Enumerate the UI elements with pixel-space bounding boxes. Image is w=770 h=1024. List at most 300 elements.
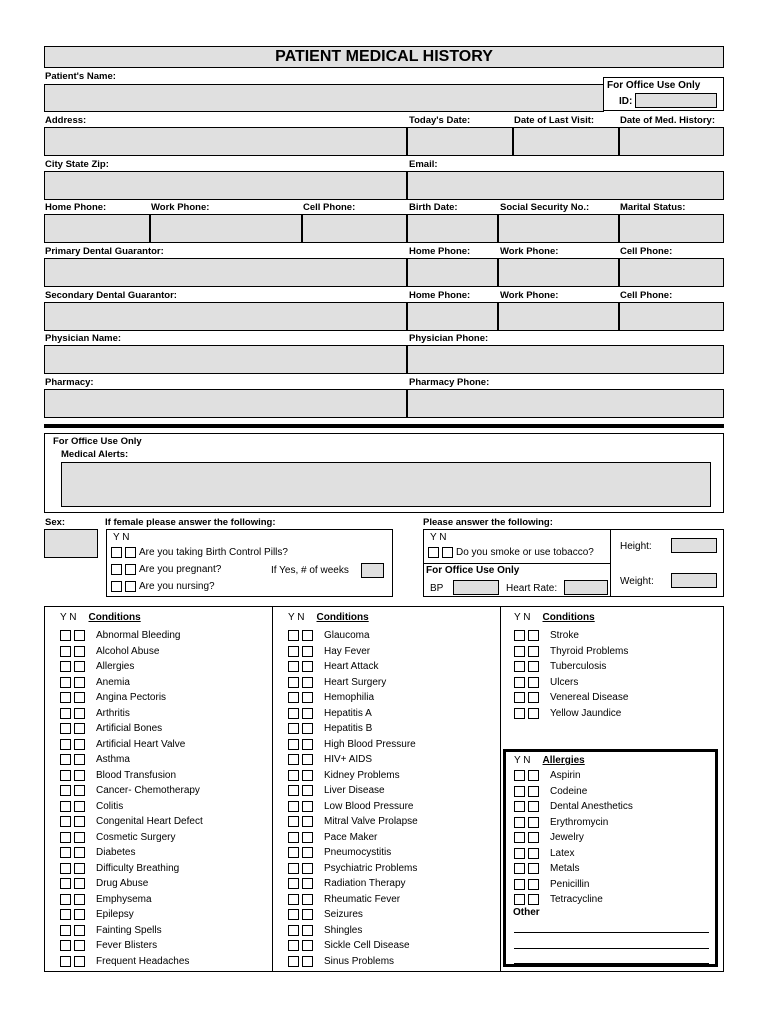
condition-no-checkbox[interactable] — [302, 801, 313, 812]
condition-row — [60, 690, 166, 706]
allergy-no-checkbox[interactable] — [528, 801, 539, 812]
condition-no-checkbox[interactable] — [302, 925, 313, 936]
condition-row — [60, 783, 200, 799]
allergy-row — [514, 768, 581, 784]
todays-date-field[interactable] — [407, 127, 513, 156]
cell-phone-field[interactable] — [302, 214, 407, 243]
condition-yes-checkbox[interactable] — [288, 801, 299, 812]
condition-name: Alcohol Abuse — [96, 645, 160, 657]
bp-field[interactable] — [453, 580, 499, 595]
primary-work-phone-field[interactable] — [498, 258, 619, 287]
condition-row — [288, 892, 400, 908]
condition-no-checkbox[interactable] — [74, 863, 85, 874]
email-field[interactable] — [407, 171, 724, 200]
allergy-row — [514, 815, 608, 831]
allergy-yes-checkbox[interactable] — [514, 863, 525, 874]
condition-name: Hepatitis B — [324, 723, 373, 735]
condition-yes-checkbox[interactable] — [288, 708, 299, 719]
condition-name: Glaucoma — [324, 630, 370, 642]
condition-no-checkbox[interactable] — [528, 646, 539, 657]
condition-name: Sickle Cell Disease — [324, 940, 410, 952]
pharmacy-phone-field[interactable] — [407, 389, 724, 418]
condition-yes-checkbox[interactable] — [514, 677, 525, 688]
primary-cell-phone-field[interactable] — [619, 258, 724, 287]
condition-name: Arthritis — [96, 707, 130, 719]
primary-guarantor-label: Primary Dental Guarantor: — [45, 246, 164, 257]
allergy-name: Aspirin — [550, 770, 581, 782]
condition-row — [288, 861, 417, 877]
allergies-title: Allergies — [542, 755, 585, 766]
condition-row — [60, 721, 162, 737]
allergy-row — [514, 861, 579, 877]
condition-yes-checkbox[interactable] — [288, 661, 299, 672]
allergy-name: Metals — [550, 863, 580, 875]
allergy-no-checkbox[interactable] — [528, 786, 539, 797]
condition-name: Blood Transfusion — [96, 769, 177, 781]
smoke-row — [428, 547, 594, 558]
condition-no-checkbox[interactable] — [74, 708, 85, 719]
conditions-title: Conditions — [88, 612, 141, 623]
secondary-cell-phone-field[interactable] — [619, 302, 724, 331]
condition-row — [288, 876, 406, 892]
condition-yes-checkbox[interactable] — [288, 894, 299, 905]
secondary-home-phone-label: Home Phone: — [409, 290, 471, 301]
condition-yes-checkbox[interactable] — [288, 723, 299, 734]
condition-yes-checkbox[interactable] — [288, 863, 299, 874]
smoke-question: Do you smoke or use tobacco? — [456, 547, 594, 558]
allergy-yes-checkbox[interactable] — [514, 894, 525, 905]
condition-yes-checkbox[interactable] — [288, 878, 299, 889]
condition-yes-checkbox[interactable] — [514, 692, 525, 703]
condition-no-checkbox[interactable] — [74, 801, 85, 812]
condition-row — [60, 768, 176, 784]
condition-row — [60, 861, 179, 877]
marital-status-field[interactable] — [619, 214, 724, 243]
primary-work-phone-label: Work Phone: — [500, 246, 559, 257]
allergy-row — [514, 799, 633, 815]
physician-name-field[interactable] — [44, 345, 407, 374]
condition-no-checkbox[interactable] — [74, 940, 85, 951]
condition-no-checkbox[interactable] — [302, 847, 313, 858]
condition-name: Abnormal Bleeding — [96, 630, 181, 642]
work-phone-label: Work Phone: — [151, 202, 210, 213]
allergy-name: Penicillin — [550, 878, 590, 890]
condition-yes-checkbox[interactable] — [288, 646, 299, 657]
pregnant-row — [111, 564, 221, 575]
allergy-row — [514, 846, 574, 862]
condition-yes-checkbox[interactable] — [288, 630, 299, 641]
condition-no-checkbox[interactable] — [302, 956, 313, 967]
condition-no-checkbox[interactable] — [302, 878, 313, 889]
condition-yes-checkbox[interactable] — [60, 630, 71, 641]
nursing-yes-checkbox[interactable] — [111, 581, 122, 592]
condition-name: Mitral Valve Prolapse — [324, 816, 418, 828]
condition-name: Emphysema — [96, 893, 152, 905]
address-field[interactable] — [44, 127, 407, 156]
condition-name: Sinus Problems — [324, 955, 395, 967]
condition-no-checkbox[interactable] — [302, 909, 313, 920]
condition-name: Heart Attack — [324, 661, 379, 673]
secondary-cell-phone-label: Cell Phone: — [620, 290, 673, 301]
birth-control-question: Are you taking Birth Control Pills? — [139, 547, 288, 558]
condition-row — [288, 938, 410, 954]
condition-row — [60, 737, 185, 753]
condition-no-checkbox[interactable] — [74, 832, 85, 843]
condition-no-checkbox[interactable] — [74, 739, 85, 750]
condition-no-checkbox[interactable] — [74, 847, 85, 858]
condition-row — [288, 923, 362, 939]
condition-no-checkbox[interactable] — [302, 661, 313, 672]
section-divider — [44, 424, 724, 428]
condition-row — [60, 644, 159, 660]
office-use-box — [603, 77, 724, 111]
condition-yes-checkbox[interactable] — [288, 770, 299, 781]
condition-yes-checkbox[interactable] — [60, 909, 71, 920]
yn-header: Y N — [288, 612, 305, 623]
condition-no-checkbox[interactable] — [302, 708, 313, 719]
primary-cell-phone-label: Cell Phone: — [620, 246, 673, 257]
medical-alerts-label: Medical Alerts: — [61, 449, 129, 460]
primary-home-phone-label: Home Phone: — [409, 246, 471, 257]
birth-control-yes-checkbox[interactable] — [111, 547, 122, 558]
home-phone-field[interactable] — [44, 214, 150, 243]
condition-no-checkbox[interactable] — [302, 646, 313, 657]
condition-yes-checkbox[interactable] — [514, 708, 525, 719]
other-allergy-line-3[interactable] — [514, 963, 709, 964]
condition-yes-checkbox[interactable] — [60, 847, 71, 858]
condition-no-checkbox[interactable] — [74, 909, 85, 920]
condition-yes-checkbox[interactable] — [288, 739, 299, 750]
condition-yes-checkbox[interactable] — [60, 878, 71, 889]
weeks-field[interactable] — [361, 563, 384, 578]
allergy-row — [514, 892, 603, 908]
condition-row — [60, 659, 134, 675]
condition-yes-checkbox[interactable] — [60, 940, 71, 951]
condition-row — [60, 876, 148, 892]
allergy-name: Tetracycline — [550, 894, 603, 906]
weeks-label: If Yes, # of weeks — [271, 565, 349, 576]
primary-home-phone-field[interactable] — [407, 258, 498, 287]
condition-row — [288, 907, 363, 923]
other-allergy-line-1[interactable] — [514, 932, 709, 933]
condition-row — [60, 752, 130, 768]
condition-no-checkbox[interactable] — [302, 785, 313, 796]
allergy-yes-checkbox[interactable] — [514, 801, 525, 812]
condition-no-checkbox[interactable] — [528, 692, 539, 703]
weight-field[interactable] — [671, 573, 717, 588]
condition-no-checkbox[interactable] — [74, 723, 85, 734]
condition-yes-checkbox[interactable] — [288, 692, 299, 703]
birth-date-field[interactable] — [407, 214, 498, 243]
city-state-zip-label: City State Zip: — [45, 159, 109, 170]
allergy-yes-checkbox[interactable] — [514, 832, 525, 843]
condition-no-checkbox[interactable] — [302, 940, 313, 951]
allergy-no-checkbox[interactable] — [528, 817, 539, 828]
condition-name: HIV+ AIDS — [324, 754, 373, 766]
pregnant-no-checkbox[interactable] — [125, 564, 136, 575]
patient-name-field[interactable] — [44, 84, 604, 112]
allergy-no-checkbox[interactable] — [528, 894, 539, 905]
condition-row — [288, 845, 391, 861]
condition-row — [288, 768, 400, 784]
condition-row — [288, 737, 416, 753]
condition-row — [60, 892, 152, 908]
allergy-yn-header: Y N — [514, 755, 531, 766]
condition-yes-checkbox[interactable] — [288, 816, 299, 827]
condition-row — [60, 830, 175, 846]
allergy-yes-checkbox[interactable] — [514, 879, 525, 890]
condition-row — [60, 799, 123, 815]
allergy-no-checkbox[interactable] — [528, 832, 539, 843]
condition-yes-checkbox[interactable] — [514, 630, 525, 641]
conditions-title: Conditions — [316, 612, 369, 623]
allergy-yes-checkbox[interactable] — [514, 817, 525, 828]
condition-yes-checkbox[interactable] — [60, 646, 71, 657]
condition-name: Asthma — [96, 754, 130, 766]
condition-name: Low Blood Pressure — [324, 800, 414, 812]
condition-no-checkbox[interactable] — [302, 894, 313, 905]
condition-name: Seizures — [324, 909, 363, 921]
condition-no-checkbox[interactable] — [74, 956, 85, 967]
secondary-work-phone-field[interactable] — [498, 302, 619, 331]
condition-yes-checkbox[interactable] — [60, 692, 71, 703]
pharmacy-field[interactable] — [44, 389, 407, 418]
condition-no-checkbox[interactable] — [74, 785, 85, 796]
condition-row — [288, 659, 378, 675]
condition-row — [514, 690, 628, 706]
condition-name: Stroke — [550, 630, 579, 642]
allergy-name: Dental Anesthetics — [550, 801, 633, 813]
condition-no-checkbox[interactable] — [74, 878, 85, 889]
sex-label: Sex: — [45, 517, 66, 528]
secondary-home-phone-field[interactable] — [407, 302, 498, 331]
condition-no-checkbox[interactable] — [302, 770, 313, 781]
condition-no-checkbox[interactable] — [302, 863, 313, 874]
yn-header: Y N — [60, 612, 77, 623]
condition-yes-checkbox[interactable] — [60, 863, 71, 874]
condition-yes-checkbox[interactable] — [60, 723, 71, 734]
condition-no-checkbox[interactable] — [74, 661, 85, 672]
conditions-header-2 — [288, 612, 369, 623]
condition-row — [514, 675, 578, 691]
condition-no-checkbox[interactable] — [74, 630, 85, 641]
office-use-mid-label: For Office Use Only — [53, 436, 142, 447]
allergy-no-checkbox[interactable] — [528, 770, 539, 781]
yn-header: Y N — [514, 612, 531, 623]
condition-row — [60, 628, 181, 644]
secondary-guarantor-field[interactable] — [44, 302, 407, 331]
allergy-name: Latex — [550, 847, 575, 859]
condition-yes-checkbox[interactable] — [60, 708, 71, 719]
condition-row — [288, 830, 377, 846]
condition-yes-checkbox[interactable] — [60, 925, 71, 936]
last-visit-label: Date of Last Visit: — [514, 115, 595, 126]
condition-name: Heart Surgery — [324, 676, 387, 688]
other-allergy-line-2[interactable] — [514, 948, 709, 949]
condition-row — [288, 628, 370, 644]
condition-no-checkbox[interactable] — [74, 646, 85, 657]
condition-name: Drug Abuse — [96, 878, 149, 890]
primary-guarantor-field[interactable] — [44, 258, 407, 287]
condition-yes-checkbox[interactable] — [288, 956, 299, 967]
condition-no-checkbox[interactable] — [302, 630, 313, 641]
allergy-name: Codeine — [550, 785, 588, 797]
work-phone-field[interactable] — [150, 214, 302, 243]
condition-no-checkbox[interactable] — [302, 723, 313, 734]
marital-status-label: Marital Status: — [620, 202, 686, 213]
weight-label: Weight: — [620, 576, 654, 587]
last-visit-field[interactable] — [513, 127, 619, 156]
secondary-guarantor-label: Secondary Dental Guarantor: — [45, 290, 177, 301]
condition-name: Tuberculosis — [550, 661, 607, 673]
allergy-no-checkbox[interactable] — [528, 848, 539, 859]
condition-no-checkbox[interactable] — [302, 739, 313, 750]
condition-row — [514, 706, 621, 722]
condition-yes-checkbox[interactable] — [60, 770, 71, 781]
allergies-header — [514, 755, 585, 766]
condition-yes-checkbox[interactable] — [288, 940, 299, 951]
condition-no-checkbox[interactable] — [528, 677, 539, 688]
physician-phone-field[interactable] — [407, 345, 724, 374]
condition-no-checkbox[interactable] — [74, 692, 85, 703]
birth-date-label: Birth Date: — [409, 202, 458, 213]
sex-field[interactable] — [44, 529, 98, 558]
pregnant-yes-checkbox[interactable] — [111, 564, 122, 575]
condition-no-checkbox[interactable] — [302, 692, 313, 703]
condition-name: Hepatitis A — [324, 707, 372, 719]
condition-yes-checkbox[interactable] — [288, 832, 299, 843]
condition-no-checkbox[interactable] — [528, 630, 539, 641]
bp-label: BP — [430, 583, 444, 594]
allergy-no-checkbox[interactable] — [528, 863, 539, 874]
office-id-field[interactable] — [635, 93, 717, 108]
allergy-row — [514, 784, 587, 800]
condition-yes-checkbox[interactable] — [60, 832, 71, 843]
condition-name: Anemia — [96, 676, 130, 688]
condition-name: Radiation Therapy — [324, 878, 406, 890]
condition-yes-checkbox[interactable] — [514, 661, 525, 672]
conditions-header-3 — [514, 612, 595, 623]
condition-no-checkbox[interactable] — [74, 754, 85, 765]
female-questions-box — [106, 529, 393, 597]
condition-name: Fainting Spells — [96, 924, 162, 936]
condition-yes-checkbox[interactable] — [60, 816, 71, 827]
condition-yes-checkbox[interactable] — [60, 661, 71, 672]
office-use-vitals-label: For Office Use Only — [426, 565, 520, 576]
office-use-label: For Office Use Only — [607, 80, 701, 91]
condition-yes-checkbox[interactable] — [288, 754, 299, 765]
height-field[interactable] — [671, 538, 717, 553]
condition-yes-checkbox[interactable] — [60, 956, 71, 967]
condition-name: Cancer- Chemotherapy — [96, 785, 200, 797]
condition-no-checkbox[interactable] — [302, 677, 313, 688]
secondary-work-phone-label: Work Phone: — [500, 290, 559, 301]
condition-name: Shingles — [324, 924, 363, 936]
birth-control-no-checkbox[interactable] — [125, 547, 136, 558]
condition-no-checkbox[interactable] — [74, 677, 85, 688]
condition-row — [60, 907, 134, 923]
condition-yes-checkbox[interactable] — [288, 847, 299, 858]
condition-row — [288, 675, 386, 691]
nursing-no-checkbox[interactable] — [125, 581, 136, 592]
allergy-yes-checkbox[interactable] — [514, 848, 525, 859]
condition-no-checkbox[interactable] — [74, 770, 85, 781]
condition-row — [514, 644, 628, 660]
condition-yes-checkbox[interactable] — [60, 894, 71, 905]
condition-yes-checkbox[interactable] — [288, 909, 299, 920]
condition-row — [288, 706, 372, 722]
answer-box-divider — [610, 530, 611, 597]
condition-yes-checkbox[interactable] — [288, 677, 299, 688]
condition-name: Ulcers — [550, 676, 579, 688]
condition-row — [288, 814, 418, 830]
condition-row — [60, 954, 189, 970]
condition-row — [288, 752, 372, 768]
condition-name: Thyroid Problems — [550, 645, 629, 657]
condition-yes-checkbox[interactable] — [60, 739, 71, 750]
condition-name: High Blood Pressure — [324, 738, 416, 750]
form-title: PATIENT MEDICAL HISTORY — [44, 46, 724, 68]
condition-no-checkbox[interactable] — [302, 754, 313, 765]
answer-box-hline — [424, 563, 610, 564]
condition-row — [288, 799, 414, 815]
height-label: Height: — [620, 541, 652, 552]
condition-name: Psychiatric Problems — [324, 862, 418, 874]
condition-no-checkbox[interactable] — [74, 816, 85, 827]
allergy-yes-checkbox[interactable] — [514, 770, 525, 781]
nursing-row — [111, 581, 215, 592]
medical-alerts-box — [44, 433, 724, 513]
condition-name: Artificial Bones — [96, 723, 163, 735]
condition-yes-checkbox[interactable] — [60, 677, 71, 688]
address-label: Address: — [45, 115, 87, 126]
allergy-yes-checkbox[interactable] — [514, 786, 525, 797]
ssn-field[interactable] — [498, 214, 619, 243]
conditions-title: Conditions — [542, 612, 595, 623]
smoke-no-checkbox[interactable] — [442, 547, 453, 558]
condition-no-checkbox[interactable] — [302, 816, 313, 827]
pregnant-question: Are you pregnant? — [139, 564, 222, 575]
city-state-zip-field[interactable] — [44, 171, 407, 200]
condition-row — [60, 923, 162, 939]
condition-name: Colitis — [96, 800, 124, 812]
pharmacy-label: Pharmacy: — [45, 377, 94, 388]
condition-yes-checkbox[interactable] — [60, 785, 71, 796]
condition-no-checkbox[interactable] — [528, 708, 539, 719]
heart-rate-field[interactable] — [564, 580, 608, 595]
condition-yes-checkbox[interactable] — [288, 925, 299, 936]
condition-no-checkbox[interactable] — [74, 925, 85, 936]
nursing-question: Are you nursing? — [139, 581, 215, 592]
condition-yes-checkbox[interactable] — [288, 785, 299, 796]
email-label: Email: — [409, 159, 438, 170]
todays-date-label: Today's Date: — [409, 115, 471, 126]
answer-box — [423, 529, 724, 597]
condition-no-checkbox[interactable] — [74, 894, 85, 905]
condition-yes-checkbox[interactable] — [514, 646, 525, 657]
condition-yes-checkbox[interactable] — [60, 801, 71, 812]
condition-no-checkbox[interactable] — [528, 661, 539, 672]
medical-alerts-field[interactable] — [61, 462, 711, 507]
condition-no-checkbox[interactable] — [302, 832, 313, 843]
smoke-yes-checkbox[interactable] — [428, 547, 439, 558]
med-history-date-field[interactable] — [619, 127, 724, 156]
conditions-header-1 — [60, 612, 141, 623]
condition-yes-checkbox[interactable] — [60, 754, 71, 765]
physician-phone-label: Physician Phone: — [409, 333, 489, 344]
allergy-no-checkbox[interactable] — [528, 879, 539, 890]
condition-row — [288, 721, 372, 737]
